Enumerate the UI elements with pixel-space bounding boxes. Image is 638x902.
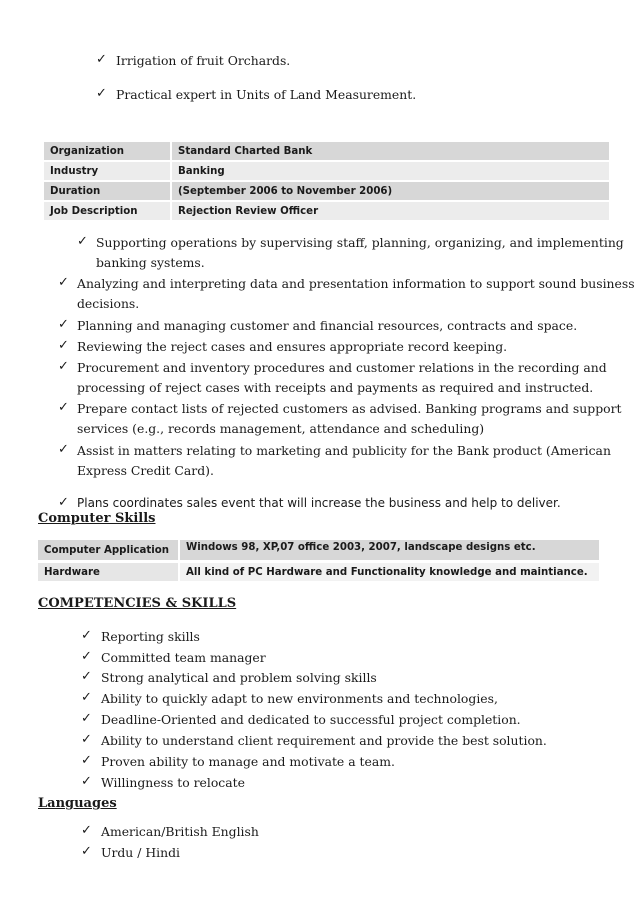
job-table [44, 142, 609, 222]
language-item-2: Urdu / Hindi [101, 845, 180, 860]
job-value-description: Rejection Review Officer [172, 202, 609, 220]
check-icon: ✓ [58, 442, 69, 457]
job-label-industry: Industry [44, 162, 170, 180]
duty-item-6-line2: Express Credit Card). [77, 463, 214, 478]
check-icon: ✓ [81, 649, 92, 664]
duty-item-4-line2: processing of reject cases with receipts and payments as required and instructed. [77, 380, 594, 395]
check-icon: ✓ [58, 495, 69, 510]
job-label-organization: Organization [44, 142, 170, 160]
skill-label-hardware: Hardware [38, 563, 178, 581]
competency-item-7: Proven ability to manage and motivate a team. [101, 754, 395, 769]
job-label-duration: Duration [44, 182, 170, 200]
competency-item-2: Committed team manager [101, 650, 266, 665]
check-icon: ✓ [58, 275, 69, 290]
skill-value-hardware: All kind of PC Hardware and Functionality knowledge and maintiance. [180, 563, 599, 581]
check-icon: ✓ [81, 669, 92, 684]
duty-item-1-line1: Analyzing and interpreting data and presentation information to support sound business [77, 276, 635, 291]
language-item-1: American/British English [101, 824, 259, 839]
job-label-description: Job Description [44, 202, 170, 220]
computer-skills-table [38, 540, 599, 581]
skill-value-application: Windows 98, XP,07 office 2003, 2007, landscape designs etc. [180, 540, 599, 560]
table-row [44, 182, 609, 200]
check-icon: ✓ [58, 317, 69, 332]
duty-item-2: Planning and managing customer and financial resources, contracts and space. [77, 318, 578, 333]
competency-item-5: Deadline-Oriented and dedicated to successful project completion. [101, 712, 521, 727]
job-value-organization: Standard Charted Bank [172, 142, 609, 160]
section-heading-computer-skills: Computer Skills [38, 511, 156, 526]
check-icon: ✓ [81, 823, 92, 838]
table-row [38, 563, 599, 581]
section-heading-languages: Languages [38, 796, 117, 811]
check-icon: ✓ [81, 753, 92, 768]
check-icon: ✓ [58, 359, 69, 374]
check-icon: ✓ [81, 690, 92, 705]
check-icon: ✓ [81, 732, 92, 747]
table-row [44, 162, 609, 180]
check-icon: ✓ [96, 86, 107, 101]
duty-item-3: Reviewing the reject cases and ensures appropriate record keeping. [77, 339, 508, 354]
check-icon: ✓ [58, 338, 69, 353]
duty-first-line2: banking systems. [96, 255, 205, 270]
duty-item-5-line1: Prepare contact lists of rejected customers as advised. Banking programs and support [77, 401, 622, 416]
table-row [38, 540, 599, 560]
duty-item-4-line1: Procurement and inventory procedures and customer relations in the recording and [77, 360, 607, 375]
check-icon: ✓ [77, 234, 88, 249]
check-icon: ✓ [81, 844, 92, 859]
job-value-duration: (September 2006 to November 2006) [172, 182, 609, 200]
check-icon: ✓ [81, 711, 92, 726]
competency-item-8: Willingness to relocate [101, 775, 245, 790]
check-icon: ✓ [81, 628, 92, 643]
duty-first-line1: Supporting operations by supervising staff, planning, organizing, and implementing [96, 235, 624, 250]
skill-label-application: Computer Application [38, 540, 178, 560]
top-bullet-1: Irrigation of fruit Orchards. [116, 53, 291, 68]
job-value-industry: Banking [172, 162, 609, 180]
duty-item-6-line1: Assist in matters relating to marketing and publicity for the Bank product (American [77, 443, 611, 458]
duty-item-1-line2: decisions. [77, 296, 140, 311]
top-bullet-2: Practical expert in Units of Land Measurement. [116, 87, 417, 102]
check-icon: ✓ [58, 400, 69, 415]
competency-item-6: Ability to understand client requirement and provide the best solution. [101, 733, 547, 748]
check-icon: ✓ [81, 774, 92, 789]
competency-item-3: Strong analytical and problem solving skills [101, 670, 377, 685]
check-icon: ✓ [96, 52, 107, 67]
duty-last: Plans coordinates sales event that will increase the business and help to deliver. [77, 496, 561, 510]
competency-item-4: Ability to quickly adapt to new environments and technologies, [101, 691, 498, 706]
table-row [44, 142, 609, 160]
duty-item-5-line2: services (e.g., records management, attendance and scheduling) [77, 421, 485, 436]
competency-item-1: Reporting skills [101, 629, 200, 644]
section-heading-competencies: COMPETENCIES & SKILLS [38, 596, 237, 611]
table-row [44, 202, 609, 220]
